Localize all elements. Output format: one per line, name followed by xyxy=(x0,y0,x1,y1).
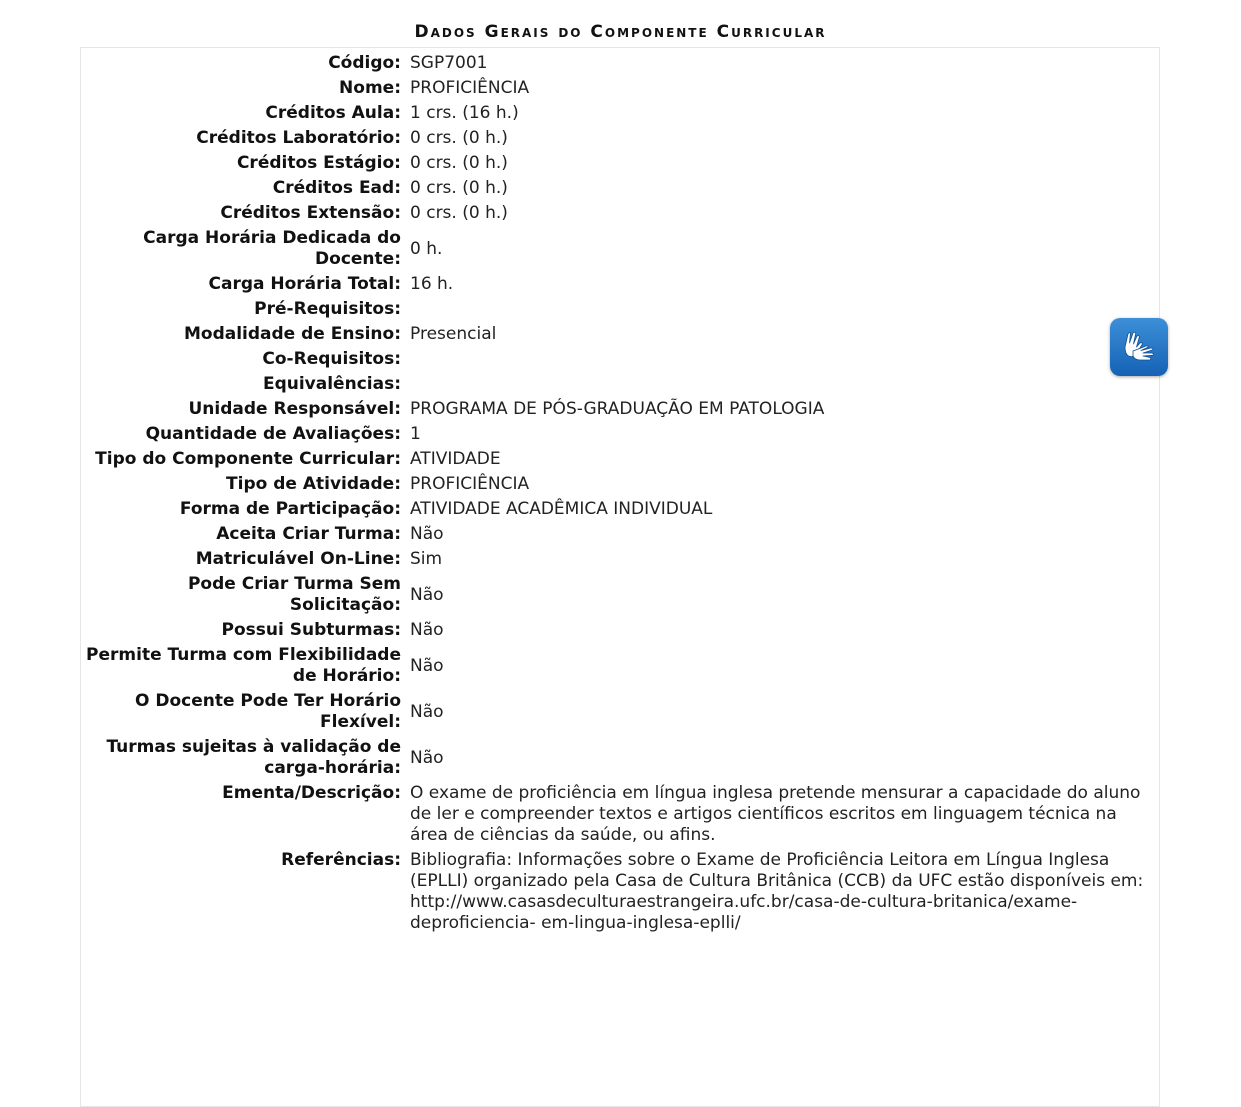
field-row-creditos-aula xyxy=(0,101,1241,126)
field-label: Forma de Participação: xyxy=(179,499,401,519)
field-label: Matriculável On-Line: xyxy=(195,549,401,569)
field-value: 0 crs. (0 h.) xyxy=(410,178,508,198)
field-label: Tipo do Componente Curricular: xyxy=(95,449,401,469)
field-row-creditos-estagio xyxy=(0,151,1241,176)
field-value: 16 h. xyxy=(410,274,454,294)
field-label: Carga Horária Total: xyxy=(208,274,401,294)
field-label: Pré-Requisitos: xyxy=(254,299,401,319)
field-row-nome xyxy=(0,76,1241,101)
field-value: Não xyxy=(410,655,444,676)
field-row-subturmas xyxy=(0,618,1241,643)
field-label: Equivalências: xyxy=(262,374,401,394)
field-row-avaliacoes xyxy=(0,422,1241,447)
field-label: Nome: xyxy=(339,78,401,98)
field-label: Créditos Laboratório: xyxy=(196,128,401,148)
field-row-aceita-criar-turma xyxy=(0,522,1241,547)
field-label: Créditos Extensão: xyxy=(220,203,401,223)
field-value: O exame de proficiência em língua inglesa pretende mensurar a capacidade do aluno de ler e compreender textos e artigos científicos escritos em linguagem técnica na área de ciências da saúde, ou afins. xyxy=(410,783,1141,845)
field-row-tipo-componente xyxy=(0,447,1241,472)
field-row-referencias xyxy=(0,848,1241,936)
field-label: Créditos Aula: xyxy=(265,103,401,123)
field-value: Não xyxy=(410,747,444,768)
field-label: Quantidade de Avaliações: xyxy=(145,424,401,444)
field-value: Não xyxy=(410,584,444,605)
page-title: Dados Gerais do Componente Curricular xyxy=(414,22,827,42)
field-value: PROGRAMA DE PÓS-GRADUAÇÃO EM PATOLOGIA xyxy=(410,399,825,419)
field-value: Sim xyxy=(410,549,443,569)
field-label: Possui Subturmas: xyxy=(221,620,401,640)
field-value: 0 crs. (0 h.) xyxy=(410,128,508,148)
field-row-codigo xyxy=(0,51,1241,76)
field-value: Não xyxy=(410,620,444,640)
field-value: Não xyxy=(410,524,444,544)
field-label: Unidade Responsável: xyxy=(188,399,401,419)
field-label: Código: xyxy=(328,53,401,73)
field-value: Presencial xyxy=(410,324,497,344)
sign-language-hands-icon xyxy=(1119,327,1159,367)
field-row-ementa xyxy=(0,781,1241,848)
field-row-creditos-laboratorio xyxy=(0,126,1241,151)
field-value: 0 h. xyxy=(410,238,443,259)
field-value: Não xyxy=(410,701,444,722)
field-value: SGP7001 xyxy=(410,53,488,73)
field-label: Créditos Estágio: xyxy=(236,153,401,173)
field-row-equivalencias xyxy=(0,372,1241,397)
field-label: Aceita Criar Turma: xyxy=(216,524,401,544)
field-value: 1 xyxy=(410,424,421,444)
field-label: Permite Turma com Flexibilidade de Horário: xyxy=(86,645,401,686)
sign-language-accessibility-button[interactable] xyxy=(1110,318,1168,376)
field-row-docente-flexivel xyxy=(0,689,1241,735)
field-value: ATIVIDADE xyxy=(410,449,501,469)
field-row-co-requisitos xyxy=(0,347,1241,372)
field-row-pre-requisitos xyxy=(0,297,1241,322)
field-row-modalidade xyxy=(0,322,1241,347)
field-label: Ementa/Descrição: xyxy=(222,783,401,803)
field-value: 1 crs. (16 h.) xyxy=(410,103,519,123)
field-label: O Docente Pode Ter Horário Flexível: xyxy=(134,691,401,732)
field-row-creditos-extensao xyxy=(0,201,1241,226)
field-value: ATIVIDADE ACADÊMICA INDIVIDUAL xyxy=(410,499,713,519)
field-row-creditos-ead xyxy=(0,176,1241,201)
field-label: Turmas sujeitas à validação de carga-horária: xyxy=(106,737,401,778)
field-row-tipo-atividade xyxy=(0,472,1241,497)
field-value: PROFICIÊNCIA xyxy=(410,474,530,494)
field-row-carga-docente xyxy=(0,226,1241,272)
field-label: Pode Criar Turma Sem Solicitação: xyxy=(187,574,401,615)
details-table xyxy=(0,51,1241,936)
field-label: Carga Horária Dedicada do Docente: xyxy=(143,228,401,269)
field-row-pode-criar-turma xyxy=(0,572,1241,618)
field-label: Co-Requisitos: xyxy=(262,349,401,369)
field-value: 0 crs. (0 h.) xyxy=(410,203,508,223)
field-label: Modalidade de Ensino: xyxy=(183,324,401,344)
field-value: PROFICIÊNCIA xyxy=(410,78,530,98)
field-label: Tipo de Atividade: xyxy=(226,474,401,494)
field-row-forma-participacao xyxy=(0,497,1241,522)
field-value: 0 crs. (0 h.) xyxy=(410,153,508,173)
field-row-matriculavel xyxy=(0,547,1241,572)
field-row-flexibilidade xyxy=(0,643,1241,689)
field-value: Bibliografia: Informações sobre o Exame de Proficiência Leitora em Língua Inglesa (EPLLI) organizado pela Casa de Cultura Britânica (CCB) da UFC estão disponíveis em: http://www.casasdeculturaestrangeira.ufc.br/casa-de-cultura-britanica/exame-deproficiencia- em-lingua-inglesa-eplli/ xyxy=(410,850,1144,933)
field-row-unidade xyxy=(0,397,1241,422)
field-row-validacao xyxy=(0,735,1241,781)
field-label: Créditos Ead: xyxy=(272,178,401,198)
field-row-carga-total xyxy=(0,272,1241,297)
field-label: Referências: xyxy=(281,850,401,870)
